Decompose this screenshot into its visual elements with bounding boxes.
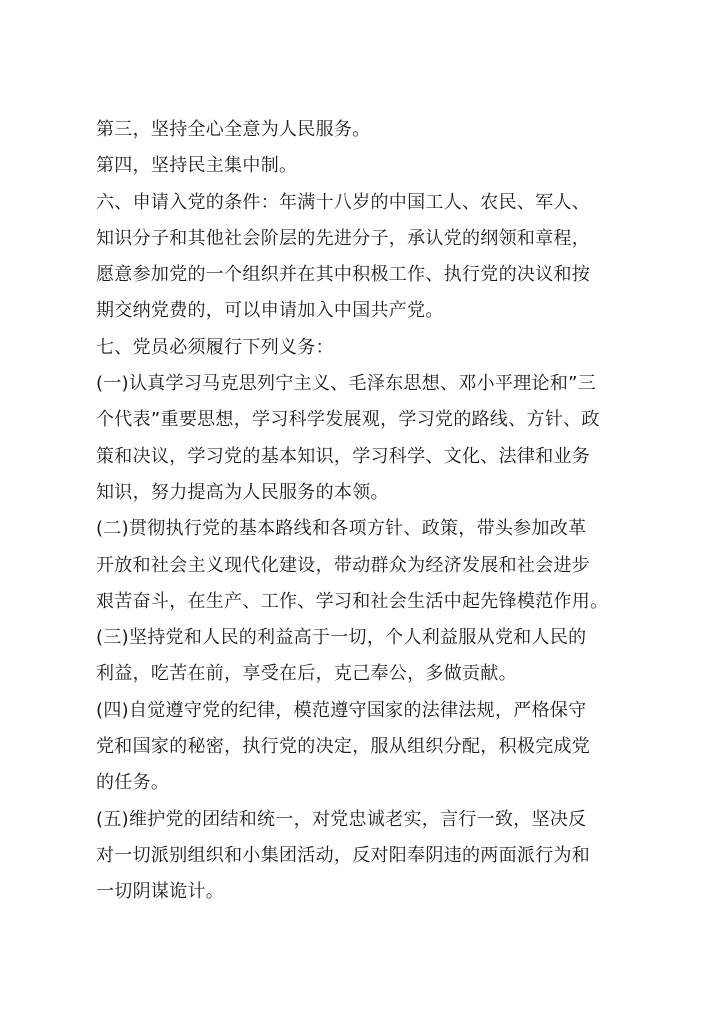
text-line: 第四，坚持民主集中制。 bbox=[96, 155, 298, 177]
text-line: (五)维护党的团结和统一，对党忠诚老实，言行一致，坚决反 bbox=[96, 808, 587, 830]
text-line: 艰苦奋斗，在生产、工作、学习和社会生活中起先锋模范作用。 bbox=[96, 590, 609, 612]
text-line: 一切阴谋诡计。 bbox=[96, 881, 225, 903]
text-line: 七、党员必须履行下列义务： bbox=[96, 336, 334, 358]
text-line: 六、申请入党的条件：年满十八岁的中国工人、农民、军人、 bbox=[96, 191, 591, 213]
text-line: 党和国家的秘密，执行党的决定，服从组织分配，积极完成党 bbox=[96, 736, 591, 758]
text-line: 的任务。 bbox=[96, 772, 170, 794]
text-line: (一)认真学习马克思列宁主义、毛泽东思想、邓小平理论和”三 bbox=[96, 373, 597, 395]
text-line: (三)坚持党和人民的利益高于一切，个人利益服从党和人民的 bbox=[96, 627, 587, 649]
text-line: 开放和社会主义现代化建设，带动群众为经济发展和社会进步 bbox=[96, 554, 591, 576]
text-line: 利益，吃苦在前，享受在后，克己奉公，多做贡献。 bbox=[96, 663, 517, 685]
text-line: 知识分子和其他社会阶层的先进分子，承认党的纲领和章程， bbox=[96, 227, 591, 249]
document-body bbox=[96, 112, 656, 911]
text-line: 期交纳党费的，可以申请加入中国共产党。 bbox=[96, 300, 444, 322]
text-line: 第三，坚持全心全意为人民服务。 bbox=[96, 119, 371, 140]
text-line: 愿意参加党的一个组织并在其中积极工作、执行党的决议和按 bbox=[96, 264, 591, 286]
text-line: 知识，努力提高为人民服务的本领。 bbox=[96, 481, 389, 503]
text-line: (二)贯彻执行党的基本路线和各项方针、政策，带头参加改革 bbox=[96, 518, 587, 540]
text-line: 个代表”重要思想，学习科学发展观，学习党的路线、方针、政 bbox=[96, 409, 600, 431]
text-line: 对一切派别组织和小集团活动，反对阳奉阴违的两面派行为和 bbox=[96, 844, 591, 866]
text-line: 策和决议，学习党的基本知识，学习科学、文化、法律和业务 bbox=[96, 445, 591, 467]
text-line: (四)自觉遵守党的纪律，模范遵守国家的法律法规，严格保守 bbox=[96, 699, 587, 721]
